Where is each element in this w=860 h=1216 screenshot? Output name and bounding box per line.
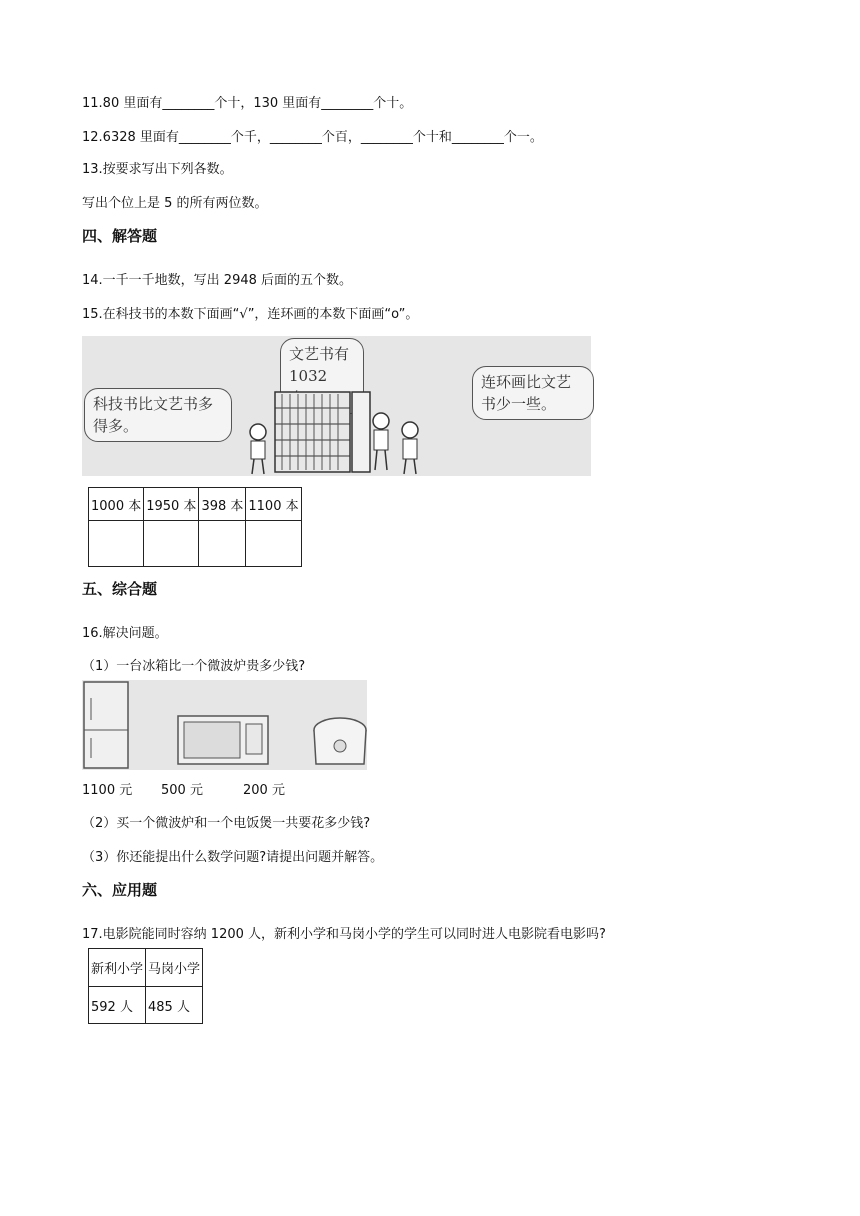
answer-cell[interactable]	[246, 521, 301, 567]
question-15: 15.在科技书的本数下面画“√”，连环画的本数下面画“o”。	[82, 307, 419, 322]
table-cell: 398 本	[199, 488, 246, 521]
question-12: 12.6328 里面有________个千，________个百，________个十和________个一。	[82, 130, 543, 145]
question-16-1: （1）一台冰箱比一个微波炉贵多少钱?	[82, 659, 306, 674]
table-cell: 1000 本	[89, 488, 144, 521]
table-cell: 485 人	[146, 987, 203, 1024]
question-13: 13.按要求写出下列各数。	[82, 162, 233, 177]
table-cell: 1100 本	[246, 488, 301, 521]
answer-cell[interactable]	[89, 521, 144, 567]
question-11: 11.80 里面有________个十，130 里面有________个十。	[82, 96, 413, 111]
question-17: 17.电影院能同时容纳 1200 人，新利小学和马岗小学的学生可以同时进人电影院看电影吗?	[82, 927, 606, 942]
microwave-price: 500 元	[161, 783, 203, 798]
table-cell: 新利小学	[89, 949, 146, 987]
school-students-table	[88, 948, 203, 1024]
speech-bubble-middle: 文艺书有1032	[280, 338, 364, 414]
speech-bubble-right: 连环画比文艺书少一些。	[472, 366, 594, 420]
answer-cell[interactable]	[144, 521, 199, 567]
appliances-drawing	[82, 680, 367, 770]
question-13-sub: 写出个位上是 5 的所有两位数。	[82, 196, 268, 211]
question-16: 16.解决问题。	[82, 626, 168, 641]
answer-cell[interactable]	[199, 521, 246, 567]
table-cell: 马岗小学	[146, 949, 203, 987]
rice-cooker-price: 200 元	[243, 783, 285, 798]
book-count-table	[88, 487, 302, 567]
question-14: 14.一千一千地数，写出 2948 后面的五个数。	[82, 273, 353, 288]
fridge-price: 1100 元	[82, 783, 133, 798]
question-16-2: （2）买一个微波炉和一个电饭煲一共要花多少钱?	[82, 816, 371, 831]
bookshelf-and-children-drawing	[82, 336, 591, 476]
speech-bubble-left: 科技书比文艺书多得多。	[84, 388, 232, 442]
section-heading-5: 五、综合题	[82, 580, 158, 598]
table-cell: 592 人	[89, 987, 146, 1024]
appliances-illustration	[82, 680, 367, 770]
bookstore-illustration	[82, 336, 591, 476]
question-16-3: （3）你还能提出什么数学问题?请提出问题并解答。	[82, 850, 384, 865]
section-heading-4: 四、解答题	[82, 227, 158, 245]
section-heading-6: 六、应用题	[82, 881, 158, 899]
table-cell: 1950 本	[144, 488, 199, 521]
